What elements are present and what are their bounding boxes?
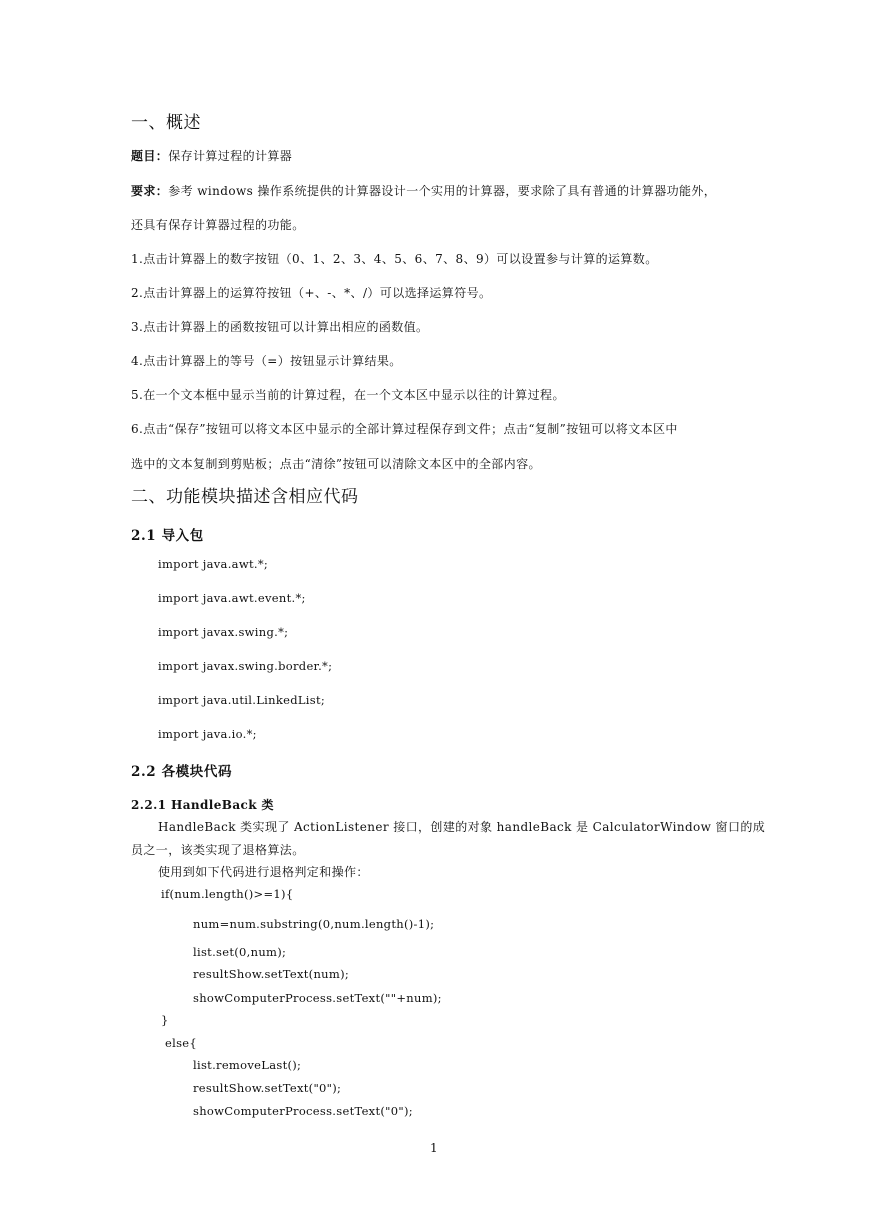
import-line: import java.io.*;	[158, 727, 257, 741]
code-line: else{	[165, 1036, 198, 1050]
section1-heading: 一、概述	[131, 113, 201, 133]
list-item: 2.点击计算器上的运算符按钮（+、-、*、/）可以选择运算符号。	[131, 286, 492, 300]
code-line: num=num.substring(0,num.length()-1);	[193, 917, 435, 931]
list-item: 选中的文本复制到剪贴板；点击“清徐”按钮可以清除文本区中的全部内容。	[131, 457, 541, 471]
code-line: }	[161, 1013, 169, 1027]
code-line: showComputerProcess.setText(""+num);	[193, 991, 442, 1005]
paragraph-line-2: 员之一，该类实现了退格算法。	[131, 843, 305, 857]
page-number: 1	[430, 1141, 439, 1155]
subsection-heading-2-2: 2.2 各模块代码	[131, 764, 233, 780]
topic-label: 题目：	[131, 149, 169, 163]
paragraph-line-3: 使用到如下代码进行退格判定和操作：	[158, 865, 369, 879]
requirement-line-1	[131, 184, 716, 198]
list-item: 4.点击计算器上的等号（=）按钮显示计算结果。	[131, 354, 402, 368]
requirement-text-2: 还具有保存计算器过程的功能。	[131, 218, 305, 232]
list-item: 5.在一个文本框中显示当前的计算过程，在一个文本区中显示以往的计算过程。	[131, 388, 565, 402]
subsection-heading-2-1: 2.1 导入包	[131, 528, 204, 544]
import-line: import javax.swing.border.*;	[158, 659, 333, 673]
list-item: 1.点击计算器上的数字按钮（0、1、2、3、4、5、6、7、8、9）可以设置参与计算的运算数。	[131, 252, 658, 266]
topic-text: 保存计算过程的计算器	[168, 149, 293, 163]
code-line: resultShow.setText(num);	[193, 967, 350, 981]
code-line: resultShow.setText("0");	[193, 1081, 342, 1095]
code-line: if(num.length()>=1){	[161, 887, 294, 901]
code-line: showComputerProcess.setText("0");	[193, 1104, 413, 1118]
import-line: import java.awt.*;	[158, 557, 269, 571]
code-line: list.set(0,num);	[193, 945, 287, 959]
import-line: import java.awt.event.*;	[158, 591, 306, 605]
import-line: import javax.swing.*;	[158, 625, 289, 639]
requirement-label: 要求：	[131, 184, 169, 198]
topic-line	[131, 149, 292, 163]
list-item: 6.点击“保存”按钮可以将文本区中显示的全部计算过程保存到文件；点击“复制”按钮可以将文本区中	[131, 422, 678, 436]
subsection-heading-2-2-1: 2.2.1 HandleBack 类	[131, 798, 274, 812]
list-item: 3.点击计算器上的函数按钮可以计算出相应的函数值。	[131, 320, 429, 334]
import-line: import java.util.LinkedList;	[158, 693, 326, 707]
requirement-text-1: 参考 windows 操作系统提供的计算器设计一个实用的计算器，要求除了具有普通的计算器功能外，	[168, 184, 717, 198]
section2-heading: 二、功能模块描述含相应代码	[131, 487, 359, 507]
paragraph-line-1: HandleBack 类实现了 ActionListener 接口，创建的对象 handleBack 是 CalculatorWindow 窗口的成	[158, 820, 766, 834]
code-line: list.removeLast();	[193, 1058, 302, 1072]
